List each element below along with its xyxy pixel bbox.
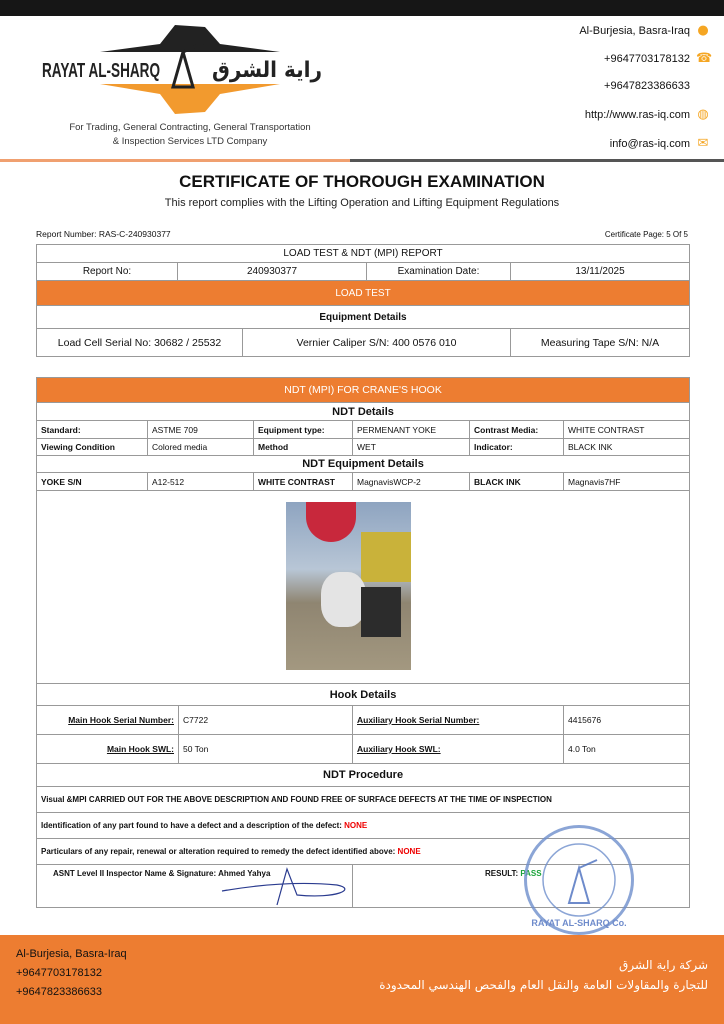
signature xyxy=(217,867,353,907)
contrast-media-value: WHITE CONTRAST xyxy=(564,421,690,439)
aux-hook-serial-value: 4415676 xyxy=(564,706,690,735)
stamp-text: RAYAT AL-SHARQ Co. xyxy=(531,918,627,928)
address-text: Al-Burjesia, Basra-Iraq xyxy=(579,25,690,37)
ndt-heading: NDT (MPI) FOR CRANE'S HOOK xyxy=(37,378,690,403)
footer-arabic-line-1: شركة راية الشرق xyxy=(619,958,708,972)
black-ink-value: Magnavis7HF xyxy=(564,473,690,491)
aux-hook-serial-label: Auxiliary Hook Serial Number: xyxy=(357,715,480,725)
load-cell-serial: Load Cell Serial No: 30682 / 25532 xyxy=(37,329,243,357)
footer-arabic xyxy=(379,955,708,995)
aux-hook-swl-value: 4.0 Ton xyxy=(564,735,690,764)
report-number: Report Number: RAS-C-240930377 xyxy=(36,229,171,239)
header-website[interactable] xyxy=(585,108,710,122)
caliper-serial: Vernier Caliper S/N: 400 0576 010 xyxy=(243,329,511,357)
logo-text-en: RAYAT AL-SHARQ xyxy=(42,60,160,82)
inspector-label: ASNT Level II Inspector Name & Signature: xyxy=(53,869,219,878)
company-stamp xyxy=(524,825,634,935)
footer-address: Al-Burjesia, Basra-Iraq xyxy=(16,948,127,960)
exam-date-label: Examination Date: xyxy=(367,263,511,281)
header-address xyxy=(579,24,710,38)
report-no-value: 240930377 xyxy=(178,263,367,281)
repair-label: Particulars of any repair, renewal or alteration required to remedy the defect identified above: xyxy=(41,847,398,856)
load-test-heading: LOAD TEST xyxy=(37,281,690,306)
tape-serial: Measuring Tape S/N: N/A xyxy=(511,329,690,357)
standard-value: ASTME 709 xyxy=(148,421,254,439)
result-label: RESULT: xyxy=(485,869,521,878)
tagline-line-2: & Inspection Services LTD Company xyxy=(112,136,268,147)
website-link[interactable]: http://www.ras-iq.com xyxy=(584,109,690,121)
method-value: WET xyxy=(353,439,470,456)
divider xyxy=(0,159,350,162)
company-logo xyxy=(40,22,340,117)
main-hook-swl-value: 50 Ton xyxy=(179,735,353,764)
defect-label: Identification of any part found to have a defect and a description of the defect: xyxy=(41,821,345,830)
hook-photo xyxy=(286,502,411,670)
load-test-table xyxy=(36,244,690,357)
hook-photo-cell xyxy=(37,491,690,684)
yoke-label: YOKE S/N xyxy=(37,473,148,491)
divider xyxy=(350,159,724,162)
indicator-label: Indicator: xyxy=(470,439,564,456)
report-no-label: Report No: xyxy=(37,263,178,281)
main-hook-serial-label: Main Hook Serial Number: xyxy=(68,715,174,725)
ndt-procedure-heading: NDT Procedure xyxy=(37,764,690,787)
header-phone-1 xyxy=(604,51,713,66)
footer-phone-1: +9647703178132 xyxy=(16,967,102,979)
ndt-equipment-heading: NDT Equipment Details xyxy=(37,456,690,473)
method-label: Method xyxy=(254,439,353,456)
header-phone-2 xyxy=(604,80,690,92)
repair-value: NONE xyxy=(397,847,421,856)
page-subtitle: This report complies with the Lifting Operation and Lifting Equipment Regulations xyxy=(164,197,560,209)
indicator-value: BLACK INK xyxy=(564,439,690,456)
main-hook-serial-value: C7722 xyxy=(179,706,353,735)
header-email[interactable] xyxy=(610,137,710,151)
main-hook-swl-label: Main Hook SWL: xyxy=(106,744,174,754)
top-bar xyxy=(0,0,724,16)
contrast-media-label: Contrast Media: xyxy=(470,421,564,439)
telephone-icon: ☎ xyxy=(696,51,713,66)
aux-hook-swl-label: Auxiliary Hook SWL: xyxy=(357,744,441,754)
footer-arabic-line-2: للتجارة والمقاولات العامة والنقل العام والفحص الهندسي المحدودة xyxy=(379,978,708,992)
black-ink-label: BLACK INK xyxy=(470,473,564,491)
white-contrast-value: MagnavisWCP-2 xyxy=(353,473,470,491)
location-pin-icon: ● xyxy=(697,23,709,38)
yoke-value: A12-512 xyxy=(148,473,254,491)
certificate-page: Certificate Page: 5 Of 5 xyxy=(604,230,688,239)
tagline-line-1: For Trading, General Contracting, General Transportation xyxy=(69,122,311,133)
report-heading: LOAD TEST & NDT (MPI) REPORT xyxy=(37,245,690,263)
logo-text-ar: راية الشرق xyxy=(212,58,322,83)
white-contrast-label: WHITE CONTRAST xyxy=(254,473,353,491)
viewing-condition-value: Colored media xyxy=(148,439,254,456)
envelope-icon: ✉ xyxy=(697,136,709,151)
email-link[interactable]: info@ras-iq.com xyxy=(609,138,690,150)
procedure-text: Visual &MPI CARRIED OUT FOR THE ABOVE DESCRIPTION AND FOUND FREE OF SURFACE DEFECTS AT THE TIME OF INSPECTION xyxy=(37,787,690,813)
page-title: CERTIFICATE OF THOROUGH EXAMINATION xyxy=(179,172,545,191)
phone-text: +9647823386633 xyxy=(604,80,690,92)
inspector-name: Ahmed Yahya xyxy=(218,869,271,878)
hook-details-heading: Hook Details xyxy=(37,684,690,706)
defect-value: NONE xyxy=(344,821,368,830)
standard-label: Standard: xyxy=(37,421,148,439)
footer-phone-2: +9647823386633 xyxy=(16,986,102,998)
equipment-details-heading: Equipment Details xyxy=(37,306,690,329)
equipment-type-value: PERMENANT YOKE xyxy=(353,421,470,439)
company-tagline xyxy=(40,121,340,149)
equipment-type-label: Equipment type: xyxy=(254,421,353,439)
result-value: PASS xyxy=(520,869,542,878)
ndt-details-heading: NDT Details xyxy=(37,403,690,421)
globe-icon: ◍ xyxy=(697,107,709,122)
exam-date-value: 13/11/2025 xyxy=(511,263,690,281)
footer-contacts xyxy=(16,945,127,1002)
phone-text: +9647703178132 xyxy=(604,53,690,65)
viewing-condition-label: Viewing Condition xyxy=(37,439,148,456)
